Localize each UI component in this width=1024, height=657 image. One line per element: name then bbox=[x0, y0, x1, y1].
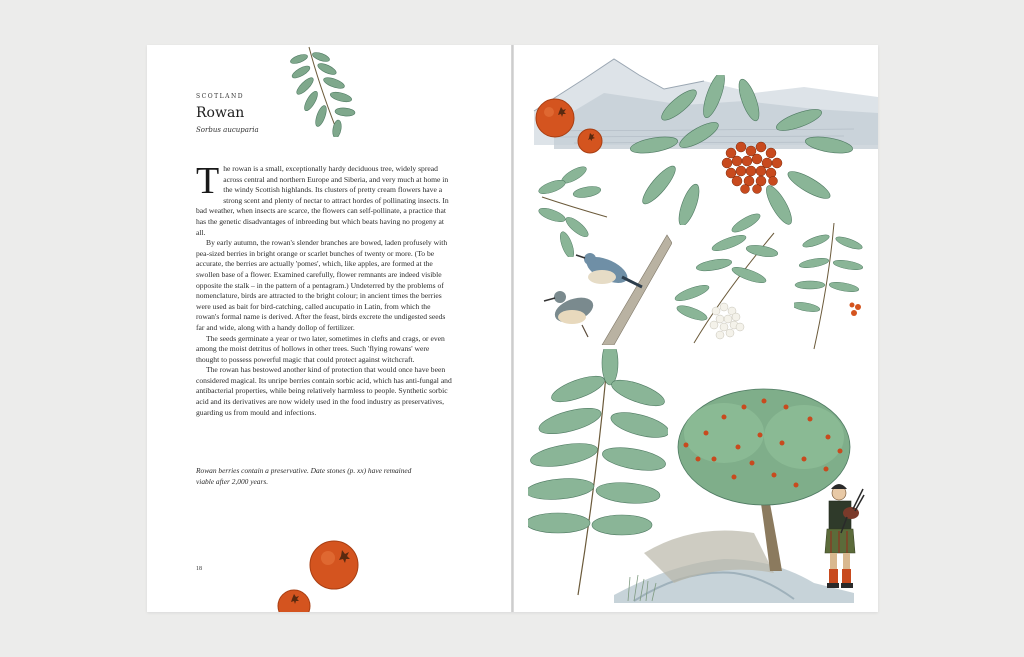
right-page bbox=[514, 45, 878, 612]
paragraph-1-text: he rowan is a small, exceptionally hardy deciduous tree, widely spread across central and northern Europe and Siberia, and very much at home in the windy Scottish highlands. Its clusters of pretty cream flowers have a strong scent and plenty of nectar to attract hordes of pollinating insects. In bad weather, when insects are scarce, the flowers can self-pollinate, a practice that has the genetic disadvantages of inbreeding but which beats having no progeny at all. bbox=[196, 164, 449, 237]
page-title: Rowan bbox=[196, 105, 245, 121]
rowan-berry-small-icon bbox=[276, 588, 312, 612]
rowan-berry-icon bbox=[308, 538, 360, 592]
article-body bbox=[196, 160, 452, 418]
left-page bbox=[147, 45, 511, 612]
rowan-berry-medium-icon bbox=[576, 127, 604, 155]
section-kicker: SCOTLAND bbox=[196, 93, 244, 100]
side-note: Rowan berries contain a preservative. Date stones (p. xx) have remained viable after 2,000 years. bbox=[196, 466, 412, 486]
bagpiper bbox=[817, 481, 865, 599]
rowan-berry-cluster bbox=[619, 75, 869, 225]
latin-name: Sorbus aucuparia bbox=[196, 126, 259, 134]
paragraph-2: By early autumn, the rowan's slender branches are bowed, laden profusely with pea-sized berries in bright orange or scarlet bunches of twenty or more. (To be accurate, the berries are actually 'pomes', which, like apples, are formed at the swollen base of a flower. Examined carefully, flower remnants are indeed visible opposite the stalk – in the pattern of a pentagram.) Undeterred by the problems of nomenclature, birds are attracted to the bright colour; in ancient times the berries were used as bait for bird-catching, called aucupatio in Latin, from which the rowan's formal name is derived. After the feast, birds excrete the undigested seeds far and wide, along with a handy dollop of fertilizer. bbox=[196, 238, 448, 332]
rowan-berry-large-icon bbox=[534, 97, 576, 139]
book-spread bbox=[147, 45, 878, 612]
rowan-flower-cluster bbox=[674, 213, 784, 353]
page-number: 18 bbox=[196, 566, 202, 572]
drop-cap: T bbox=[196, 160, 220, 202]
paragraph-3: The seeds germinate a year or two later, sometimes in clefts and crags, or even among the moist detritus of hollows in other trees. Such 'flying rowans' were thought to possess powerful magic that could protect against witchcraft. bbox=[196, 333, 445, 364]
leaf-sprig-icon bbox=[289, 45, 359, 137]
nuthatch-birds bbox=[542, 225, 672, 345]
paragraph-1 bbox=[196, 160, 452, 238]
paragraph-4: The rowan has bestowed another kind of protection that would once have been considered magical. Its unripe berries contain sorbic acid, which has anti-fungal and antibacterial properties, while being relatively harmless to people. Synthetic sorbic acid and its derivatives are now widely used in the food industry as preservatives, guarding us from mould and infections. bbox=[196, 365, 452, 417]
rowan-leaf-spray-right bbox=[794, 221, 864, 351]
